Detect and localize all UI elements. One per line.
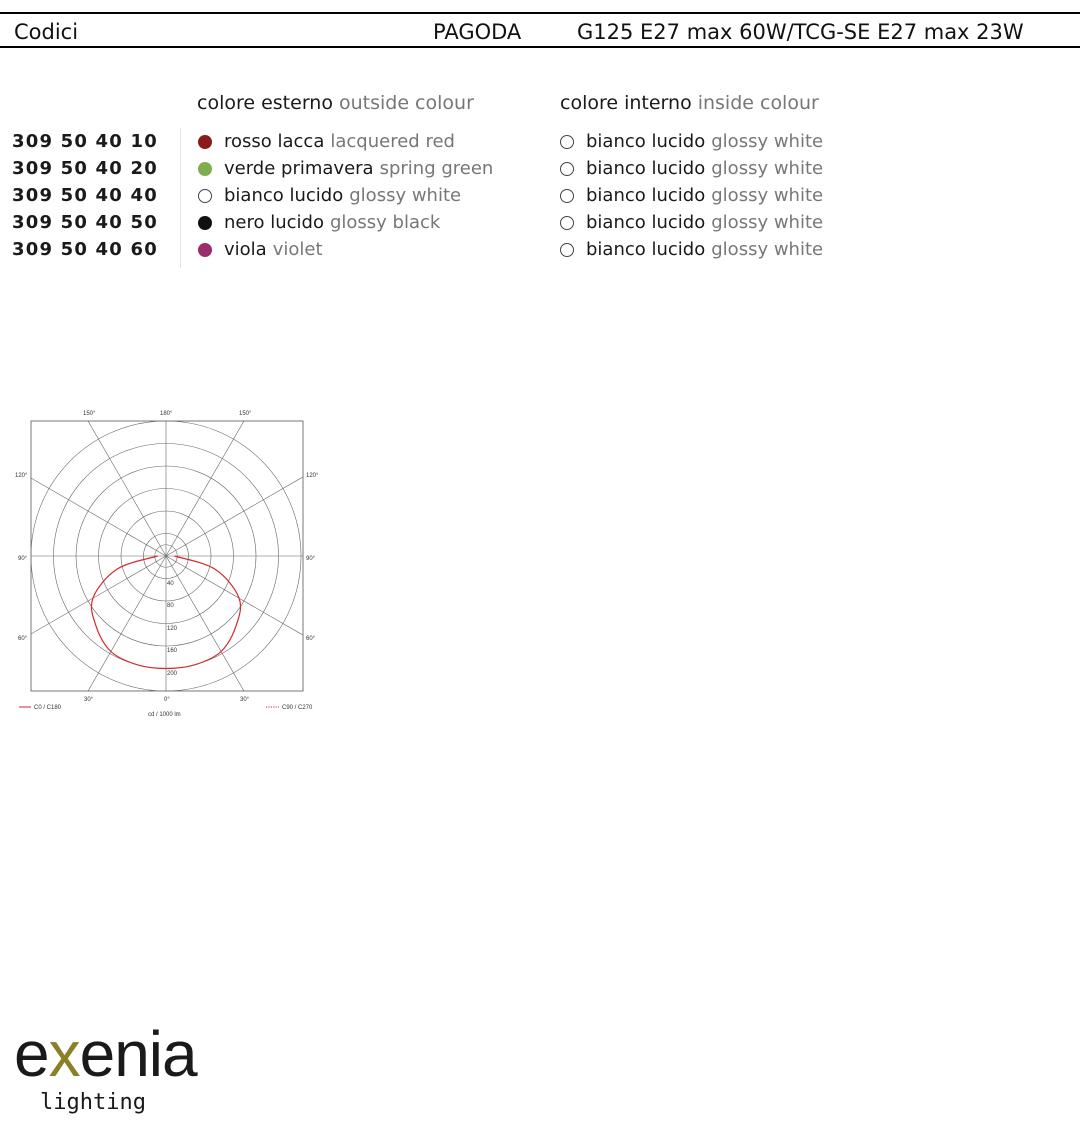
logo-subtitle: lighting	[40, 1090, 146, 1115]
inside-colour-header	[560, 92, 819, 114]
inside-colour-swatch	[560, 216, 574, 230]
ring-label: 40	[167, 581, 174, 587]
inside-colour-label	[586, 158, 823, 179]
outside-colour-it: rosso lacca	[224, 131, 325, 152]
angle-label: 0°	[164, 697, 170, 703]
inside-colour-it: bianco lucido	[586, 131, 706, 152]
inside-colour-swatch	[560, 162, 574, 176]
outside-colour-swatch	[198, 189, 212, 203]
outside-colour-header-it: colore esterno	[197, 92, 333, 114]
product-code: 309 50 40 50	[12, 212, 158, 233]
outside-colour-swatch	[198, 162, 212, 176]
codes-label: Codici	[14, 20, 79, 44]
product-row	[0, 158, 1080, 185]
outside-colour-header-en: outside colour	[338, 92, 474, 114]
product-row	[0, 239, 1080, 266]
logo-wordmark	[14, 1020, 198, 1090]
product-code: 309 50 40 20	[12, 158, 158, 179]
inside-colour-label	[586, 212, 823, 233]
inside-colour-it: bianco lucido	[586, 239, 706, 260]
angle-label: 120°	[306, 473, 319, 479]
polar-spoke	[75, 404, 166, 556]
inside-colour-swatch	[560, 243, 574, 257]
outside-colour-it: nero lucido	[224, 212, 324, 233]
inside-colour-en: glossy white	[711, 239, 824, 260]
angle-label: 180°	[160, 411, 173, 417]
inside-colour-en: glossy white	[711, 158, 824, 179]
outside-colour-label	[224, 212, 440, 233]
inside-colour-it: bianco lucido	[586, 212, 706, 233]
exenia-logo	[14, 1020, 274, 1120]
outside-colour-label	[224, 158, 493, 179]
logo-letter: enia	[79, 1020, 197, 1090]
inside-colour-it: bianco lucido	[586, 158, 706, 179]
polar-spokes	[0, 404, 330, 720]
angle-label: 60°	[306, 636, 316, 642]
product-code: 309 50 40 60	[12, 239, 158, 260]
outside-colour-label	[224, 239, 323, 260]
outside-colour-it: viola	[224, 239, 267, 260]
ring-label: 120	[167, 626, 178, 632]
logo-letter-x: x	[48, 1020, 80, 1090]
inside-colour-label	[586, 131, 823, 152]
outside-colour-it: bianco lucido	[224, 185, 344, 206]
angle-label: 120°	[15, 473, 28, 479]
product-code: 309 50 40 40	[12, 185, 158, 206]
outside-colour-en: spring green	[379, 158, 494, 179]
angle-label: 150°	[239, 411, 252, 417]
legend-label: C90 / C270	[282, 705, 313, 711]
angle-label: 90°	[18, 556, 28, 562]
product-row	[0, 212, 1080, 239]
legend-label: C0 / C180	[34, 705, 62, 711]
outside-colour-swatch	[198, 216, 212, 230]
angle-label: 150°	[83, 411, 96, 417]
model-name: PAGODA	[433, 20, 522, 44]
inside-colour-en: glossy white	[711, 131, 824, 152]
outside-colour-en: glossy black	[329, 212, 441, 233]
product-code: 309 50 40 10	[12, 131, 158, 152]
outside-colour-en: violet	[272, 239, 323, 260]
outside-colour-swatch	[198, 135, 212, 149]
inside-colour-en: glossy white	[711, 185, 824, 206]
header-bar	[0, 12, 1080, 48]
inside-colour-en: glossy white	[711, 212, 824, 233]
product-row	[0, 131, 1080, 158]
inside-colour-it: bianco lucido	[586, 185, 706, 206]
outside-colour-label	[224, 131, 455, 152]
outside-colour-swatch	[198, 243, 212, 257]
outside-colour-it: verde primavera	[224, 158, 374, 179]
inside-colour-swatch	[560, 189, 574, 203]
product-row	[0, 185, 1080, 212]
outside-colour-label	[224, 185, 461, 206]
angle-label: 30°	[240, 697, 250, 703]
inside-colour-header-it: colore interno	[560, 92, 692, 114]
photometric-diagram	[0, 404, 330, 720]
inside-colour-header-en: inside colour	[697, 92, 819, 114]
polar-spoke	[166, 404, 257, 556]
inside-colour-label	[586, 239, 823, 260]
inside-colour-label	[586, 185, 823, 206]
ring-label: 160	[167, 648, 178, 654]
unit-label: cd / 1000 lm	[148, 712, 181, 718]
inside-colour-swatch	[560, 135, 574, 149]
angle-label: 90°	[306, 556, 316, 562]
outside-colour-en: glossy white	[349, 185, 462, 206]
ring-label: 80	[167, 603, 174, 609]
outside-colour-en: lacquered red	[330, 131, 455, 152]
outside-colour-header	[197, 92, 474, 114]
logo-letter: e	[14, 1020, 49, 1090]
angle-label: 30°	[84, 697, 94, 703]
ring-label: 200	[167, 671, 178, 677]
lamp-spec: G125 E27 max 60W/TCG-SE E27 max 23W	[577, 20, 1024, 44]
angle-label: 60°	[18, 636, 28, 642]
